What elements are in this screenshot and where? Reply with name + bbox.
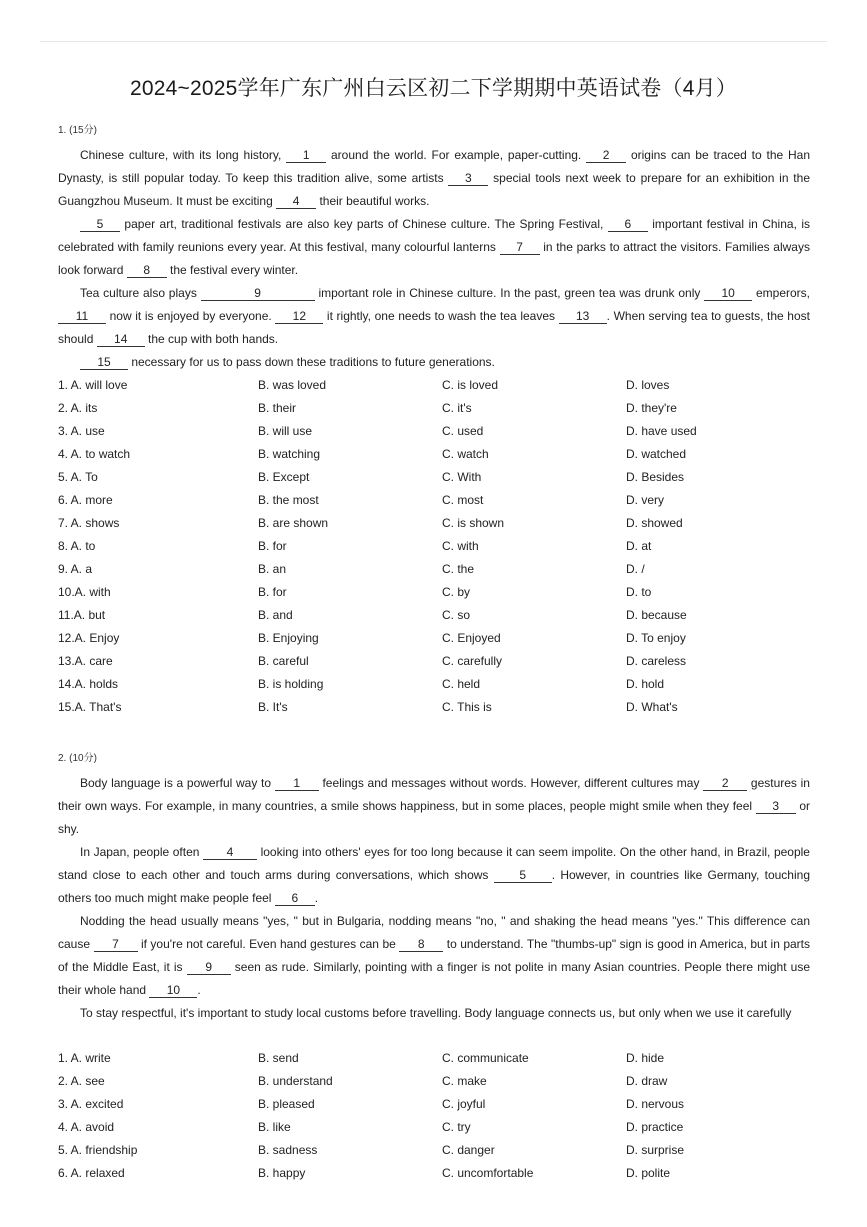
q2-p1-text: feelings and messages without words. However, different cultures may [318, 776, 704, 790]
option-row [58, 512, 810, 535]
option-d: D. have used [626, 424, 697, 438]
option-a: 5. A. friendship [58, 1143, 138, 1157]
q1-paragraph-1 [58, 144, 810, 213]
q1-p1-text: Chinese culture, with its long history, [80, 148, 287, 162]
option-b: B. their [258, 401, 297, 415]
page-title: 2024~2025学年广东广州白云区初二下学期期中英语试卷（4月） [130, 77, 737, 100]
question-1-passage [58, 144, 810, 374]
q2-paragraph-4 [58, 1002, 810, 1025]
q2-blank-5: 5 [494, 869, 552, 883]
q2-p1-text: gestures in their own ways. For example, in many countries, a smile shows happiness, but in some places, people might smile when they feel [58, 776, 810, 813]
option-d: D. at [626, 539, 652, 553]
option-a: 10.A. with [58, 585, 111, 599]
question-2-passage [58, 772, 810, 1025]
option-b: B. pleased [258, 1097, 315, 1111]
option-b: B. for [258, 585, 287, 599]
q1-p1-text: their beautiful works. [316, 194, 430, 208]
q2-p1-text: or shy. [58, 799, 810, 836]
option-c: C. with [442, 539, 479, 553]
option-d: D. they're [626, 401, 677, 415]
q1-blank-2: 2 [586, 149, 626, 163]
option-row [58, 650, 810, 673]
option-b: B. understand [258, 1074, 333, 1088]
q2-blank-1: 1 [275, 777, 319, 791]
option-d: D. practice [626, 1120, 684, 1134]
option-a: 13.A. care [58, 654, 113, 668]
q1-p2-text: important festival in China, is celebrated with family reunions every year. At this festival, many colourful lanterns [58, 217, 810, 254]
option-row [58, 1162, 810, 1185]
option-c: C. carefully [442, 654, 503, 668]
q2-paragraph-3 [58, 910, 810, 1002]
option-b: B. watching [258, 447, 321, 461]
option-row [58, 443, 810, 466]
q2-p2-text: . [314, 891, 319, 905]
q1-blank-1: 1 [286, 149, 326, 163]
question-2-header: 2. (10分) [58, 753, 97, 764]
option-c: C. danger [442, 1143, 495, 1157]
option-c: C. is loved [442, 378, 499, 392]
q2-p2-text: In Japan, people often [80, 845, 204, 859]
q1-p3-text: now it is enjoyed by everyone. [106, 309, 276, 323]
q1-blank-6: 6 [608, 218, 648, 232]
option-d: D. hold [626, 677, 665, 691]
option-b: B. for [258, 539, 287, 553]
q2-p4-text: To stay respectful, it's important to study local customs before travelling. Body language connects us, but only when we use it carefully [80, 1006, 792, 1020]
option-a: 8. A. to [58, 539, 96, 553]
q2-p3-text: seen as rude. Similarly, pointing with a finger is not polite in many Asian countries. People there might use their whole hand [58, 960, 810, 997]
option-d: D. because [626, 608, 687, 622]
q1-blank-3: 3 [448, 172, 488, 186]
q1-p3-text: the cup with both hands. [144, 332, 279, 346]
q1-p1-text: origins can be traced to the Han Dynasty, is still popular today. To keep this tradition alive, some artists [58, 148, 811, 185]
question-1-header: 1. (15分) [58, 125, 97, 136]
option-a: 6. A. relaxed [58, 1166, 125, 1180]
option-a: 1. A. will love [58, 378, 128, 392]
q1-blank-13: 13 [559, 310, 607, 324]
option-c: C. watch [442, 447, 489, 461]
q2-p1-text: Body language is a powerful way to [80, 776, 275, 790]
option-row [58, 1093, 810, 1116]
option-a: 1. A. write [58, 1051, 111, 1065]
option-row [58, 696, 810, 719]
option-d: D. polite [626, 1166, 671, 1180]
q2-p3-text: if you're not careful. Even hand gestures can be [137, 937, 400, 951]
option-b: B. Enjoying [258, 631, 319, 645]
option-a: 7. A. shows [58, 516, 120, 530]
option-row [58, 1047, 810, 1070]
q2-p3-text: to understand. The "thumbs-up" sign is good in America, but in parts of the Middle East, it is [58, 937, 811, 974]
option-d: D. surprise [626, 1143, 685, 1157]
option-a: 11.A. but [58, 608, 106, 622]
q1-paragraph-2 [58, 213, 810, 282]
q2-blank-2: 2 [703, 777, 747, 791]
question-1-options [58, 374, 810, 719]
q1-blank-5: 5 [80, 218, 120, 232]
q2-p3-text: Nodding the head usually means "yes, " but in Bulgaria, nodding means "no, " and shaking the head means "yes." This difference can cause [58, 914, 810, 951]
q1-blank-15: 15 [80, 356, 128, 370]
option-d: D. To enjoy [626, 631, 686, 645]
option-c: C. held [442, 677, 481, 691]
option-c: C. With [442, 470, 482, 484]
option-b: B. was loved [258, 378, 327, 392]
q2-paragraph-2 [58, 841, 810, 910]
option-row [58, 535, 810, 558]
option-b: B. happy [258, 1166, 306, 1180]
option-row [58, 1139, 810, 1162]
option-b: B. an [258, 562, 287, 576]
q1-p2-text: in the parks to attract the visitors. Families always look forward [58, 240, 810, 277]
option-a: 4. A. to watch [58, 447, 131, 461]
q2-blank-9: 9 [187, 961, 231, 975]
option-b: B. like [258, 1120, 291, 1134]
q1-p3-text: it rightly, one needs to wash the tea leaves [323, 309, 559, 323]
option-b: B. are shown [258, 516, 329, 530]
option-b: B. and [258, 608, 293, 622]
option-a: 3. A. excited [58, 1097, 124, 1111]
option-row [58, 1116, 810, 1139]
q2-blank-8: 8 [399, 938, 443, 952]
option-c: C. the [442, 562, 475, 576]
option-row [58, 374, 810, 397]
option-a: 15.A. That's [58, 700, 122, 714]
option-row [58, 581, 810, 604]
option-c: C. make [442, 1074, 487, 1088]
q1-p2-text: paper art, traditional festivals are also key parts of Chinese culture. The Spring Festival, [120, 217, 608, 231]
q1-p3-text: Tea culture also plays [80, 286, 201, 300]
option-c: C. it's [442, 401, 472, 415]
option-a: 6. A. more [58, 493, 113, 507]
option-b: B. will use [258, 424, 313, 438]
option-a: 4. A. avoid [58, 1120, 115, 1134]
option-c: C. communicate [442, 1051, 529, 1065]
option-d: D. to [626, 585, 652, 599]
q1-paragraph-3 [58, 282, 810, 351]
q2-blank-4: 4 [203, 846, 257, 860]
option-c: C. so [442, 608, 471, 622]
option-d: D. showed [626, 516, 683, 530]
option-c: C. try [442, 1120, 471, 1134]
option-d: D. careless [626, 654, 687, 668]
option-d: D. hide [626, 1051, 665, 1065]
option-a: 5. A. To [58, 470, 98, 484]
option-c: C. joyful [442, 1097, 486, 1111]
option-row [58, 627, 810, 650]
q1-blank-14: 14 [97, 333, 145, 347]
option-d: D. draw [626, 1074, 668, 1088]
option-b: B. Except [258, 470, 310, 484]
q2-blank-6: 6 [275, 892, 315, 906]
option-row [58, 397, 810, 420]
option-row [58, 673, 810, 696]
q1-p1-text: around the world. For example, paper-cutting. [326, 148, 587, 162]
q1-p1-text: special tools next week to prepare for an exhibition in the Guangzhou Museum. It must be exciting [58, 171, 810, 208]
q1-p2-text: the festival every winter. [166, 263, 299, 277]
q1-paragraph-4 [58, 351, 810, 374]
option-row [58, 489, 810, 512]
q2-p2-text: . However, in countries like Germany, touching others too much might make people feel [58, 868, 810, 905]
q1-p3-text: emperors, [752, 286, 810, 300]
option-c: C. by [442, 585, 471, 599]
option-b: B. send [258, 1051, 299, 1065]
option-c: C. uncomfortable [442, 1166, 534, 1180]
q1-p3-text: important role in Chinese culture. In the past, green tea was drunk only [314, 286, 705, 300]
option-b: B. is holding [258, 677, 324, 691]
option-d: D. very [626, 493, 665, 507]
option-row [58, 420, 810, 443]
q1-p4-text: necessary for us to pass down these traditions to future generations. [128, 355, 495, 369]
q1-blank-10: 10 [704, 287, 752, 301]
option-row [58, 466, 810, 489]
option-a: 2. A. its [58, 401, 98, 415]
option-b: B. the most [258, 493, 319, 507]
option-row [58, 604, 810, 627]
option-b: B. careful [258, 654, 309, 668]
option-b: B. It's [258, 700, 288, 714]
q1-blank-8: 8 [127, 264, 167, 278]
option-c: C. is shown [442, 516, 505, 530]
question-2-options [58, 1047, 810, 1185]
option-c: C. most [442, 493, 484, 507]
option-d: D. / [626, 562, 645, 576]
q2-blank-3: 3 [756, 800, 796, 814]
option-a: 9. A. a [58, 562, 93, 576]
option-c: C. This is [442, 700, 492, 714]
option-b: B. sadness [258, 1143, 318, 1157]
option-a: 14.A. holds [58, 677, 119, 691]
q1-blank-11: 11 [58, 310, 106, 324]
q1-blank-4: 4 [276, 195, 316, 209]
option-d: D. What's [626, 700, 678, 714]
top-divider [40, 41, 827, 42]
option-a: 12.A. Enjoy [58, 631, 120, 645]
q1-blank-7: 7 [500, 241, 540, 255]
q1-blank-12: 12 [275, 310, 323, 324]
option-d: D. Besides [626, 470, 685, 484]
option-d: D. watched [626, 447, 687, 461]
q2-p3-text: . [197, 983, 201, 997]
q2-blank-7: 7 [94, 938, 138, 952]
option-row [58, 1070, 810, 1093]
q1-p3-text: . When serving tea to guests, the host should [58, 309, 810, 346]
option-d: D. loves [626, 378, 670, 392]
option-row [58, 558, 810, 581]
option-c: C. Enjoyed [442, 631, 501, 645]
option-d: D. nervous [626, 1097, 685, 1111]
q1-blank-9: 9 [201, 287, 315, 301]
q2-p2-text: looking into others' eyes for too long because it can seem impolite. On the other hand, in Brazil, people stand close to each other and touch arms during conversations, which shows [58, 845, 810, 882]
option-a: 3. A. use [58, 424, 105, 438]
option-c: C. used [442, 424, 484, 438]
q2-paragraph-1 [58, 772, 810, 841]
q2-blank-10: 10 [149, 984, 197, 998]
option-a: 2. A. see [58, 1074, 105, 1088]
